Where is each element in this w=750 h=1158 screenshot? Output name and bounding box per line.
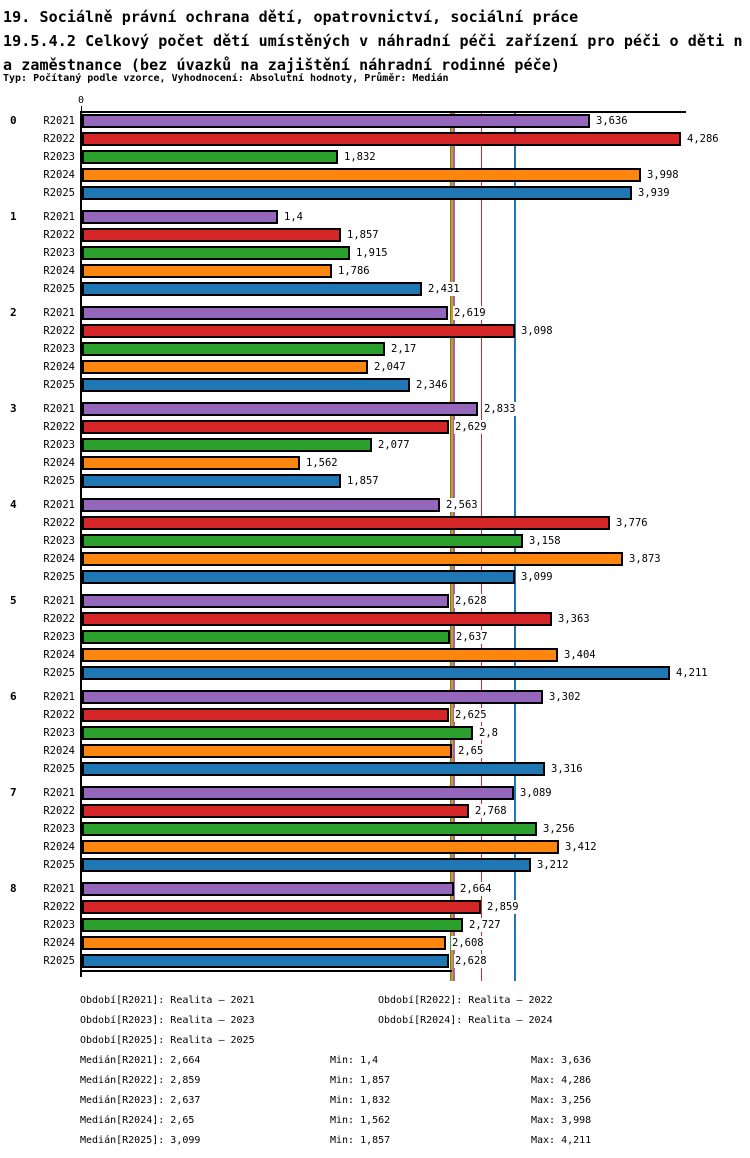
bar-value-label: 3,776 <box>616 517 648 529</box>
series-label-R2025: R2025 <box>43 187 75 199</box>
bar-value-label: 3,873 <box>629 553 661 565</box>
series-label-R2022: R2022 <box>43 229 75 241</box>
bar-R2023-group-3 <box>82 438 372 452</box>
bar-value-label: 2,619 <box>454 307 486 319</box>
bar-R2021-group-2 <box>82 306 448 320</box>
bar-R2022-group-0 <box>82 132 681 146</box>
series-label-R2023: R2023 <box>43 247 75 259</box>
legend-item: Období[R2022]: Realita – 2022 <box>378 995 553 1006</box>
bar-value-label: 3,412 <box>565 841 597 853</box>
max-stat: Max: 3,998 <box>531 1115 592 1126</box>
bar-value-label: 2,65 <box>458 745 484 757</box>
bar-R2024-group-5 <box>82 648 558 662</box>
bar-R2025-group-8 <box>82 954 449 968</box>
series-label-R2021: R2021 <box>43 307 75 319</box>
legend-item: Období[R2021]: Realita – 2021 <box>80 995 255 1006</box>
bar-R2025-group-3 <box>82 474 341 488</box>
bar-R2023-group-2 <box>82 342 385 356</box>
bar-R2025-group-6 <box>82 762 545 776</box>
series-label-R2024: R2024 <box>43 841 75 853</box>
bar-R2023-group-1 <box>82 246 350 260</box>
median-stat: Medián[R2022]: 2,859 <box>80 1075 201 1086</box>
bar-value-label: 3,636 <box>596 115 628 127</box>
series-label-R2024: R2024 <box>43 553 75 565</box>
group-label-3: 3 <box>10 402 17 415</box>
bar-value-label: 2,727 <box>469 919 501 931</box>
x-axis-bottom-line <box>80 970 452 972</box>
series-label-R2024: R2024 <box>43 169 75 181</box>
series-label-R2023: R2023 <box>43 919 75 931</box>
bar-R2024-group-7 <box>82 840 559 854</box>
bar-value-label: 1,915 <box>356 247 388 259</box>
bar-R2023-group-0 <box>82 150 338 164</box>
max-stat: Max: 4,211 <box>531 1135 592 1146</box>
bar-R2021-group-0 <box>82 114 590 128</box>
series-label-R2021: R2021 <box>43 403 75 415</box>
x-axis-line <box>82 111 686 113</box>
bar-value-label: 1,857 <box>347 229 379 241</box>
series-label-R2021: R2021 <box>43 787 75 799</box>
bar-R2025-group-7 <box>82 858 531 872</box>
series-label-R2025: R2025 <box>43 283 75 295</box>
bar-R2022-group-8 <box>82 900 481 914</box>
bar-R2025-group-2 <box>82 378 410 392</box>
series-label-R2022: R2022 <box>43 421 75 433</box>
chart-subtitle: Typ: Počítaný podle vzorce, Vyhodnocení: Absolutní hodnoty, Průměr: Medián <box>3 73 449 84</box>
bar-R2021-group-6 <box>82 690 543 704</box>
bar-value-label: 3,212 <box>537 859 569 871</box>
bar-R2024-group-6 <box>82 744 452 758</box>
bar-R2024-group-0 <box>82 168 641 182</box>
series-label-R2025: R2025 <box>43 763 75 775</box>
bar-R2024-group-1 <box>82 264 332 278</box>
bar-R2024-group-4 <box>82 552 623 566</box>
bar-value-label: 1,832 <box>344 151 376 163</box>
series-label-R2021: R2021 <box>43 691 75 703</box>
group-label-5: 5 <box>10 594 17 607</box>
bar-R2023-group-7 <box>82 822 537 836</box>
bar-R2023-group-5 <box>82 630 450 644</box>
legend-item: Období[R2024]: Realita – 2024 <box>378 1015 553 1026</box>
series-label-R2024: R2024 <box>43 265 75 277</box>
series-label-R2021: R2021 <box>43 115 75 127</box>
series-label-R2023: R2023 <box>43 439 75 451</box>
min-stat: Min: 1,832 <box>330 1095 391 1106</box>
min-stat: Min: 1,857 <box>330 1075 391 1086</box>
page-title-line-2: 19.5.4.2 Celkový počet dětí umístěných v náhradní péči zařízení pro péči o děti n <box>3 32 743 50</box>
bar-R2023-group-8 <box>82 918 463 932</box>
bar-value-label: 4,211 <box>676 667 708 679</box>
series-label-R2022: R2022 <box>43 133 75 145</box>
bar-value-label: 3,316 <box>551 763 583 775</box>
median-stat: Medián[R2023]: 2,637 <box>80 1095 201 1106</box>
bar-R2025-group-5 <box>82 666 670 680</box>
bar-value-label: 3,256 <box>543 823 575 835</box>
bar-R2022-group-5 <box>82 612 552 626</box>
bar-R2022-group-7 <box>82 804 469 818</box>
series-label-R2024: R2024 <box>43 361 75 373</box>
page-title-line-3: a zaměstnance (bez úvazků na zajištění náhradní rodinné péče) <box>3 56 560 74</box>
series-label-R2021: R2021 <box>43 595 75 607</box>
series-label-R2022: R2022 <box>43 517 75 529</box>
bar-value-label: 2,625 <box>455 709 487 721</box>
group-label-8: 8 <box>10 882 17 895</box>
series-label-R2022: R2022 <box>43 901 75 913</box>
bar-value-label: 2,077 <box>378 439 410 451</box>
bar-value-label: 2,047 <box>374 361 406 373</box>
series-label-R2023: R2023 <box>43 823 75 835</box>
y-axis-line <box>80 111 82 977</box>
bar-value-label: 1,857 <box>347 475 379 487</box>
bar-R2022-group-3 <box>82 420 449 434</box>
series-label-R2022: R2022 <box>43 805 75 817</box>
bar-value-label: 3,099 <box>521 571 553 583</box>
bar-R2021-group-7 <box>82 786 514 800</box>
x-axis-zero-label: 0 <box>77 95 85 106</box>
bar-value-label: 2,664 <box>460 883 492 895</box>
group-label-1: 1 <box>10 210 17 223</box>
bar-value-label: 2,17 <box>391 343 417 355</box>
series-label-R2021: R2021 <box>43 883 75 895</box>
bar-value-label: 2,833 <box>484 403 516 415</box>
bar-R2022-group-2 <box>82 324 515 338</box>
bar-R2021-group-4 <box>82 498 440 512</box>
bar-R2025-group-4 <box>82 570 515 584</box>
bar-value-label: 3,098 <box>521 325 553 337</box>
bar-R2025-group-1 <box>82 282 422 296</box>
bar-value-label: 3,363 <box>558 613 590 625</box>
median-stat: Medián[R2021]: 2,664 <box>80 1055 201 1066</box>
bar-value-label: 2,346 <box>416 379 448 391</box>
bar-R2024-group-3 <box>82 456 300 470</box>
bar-R2021-group-8 <box>82 882 454 896</box>
min-stat: Min: 1,562 <box>330 1115 391 1126</box>
series-label-R2025: R2025 <box>43 475 75 487</box>
max-stat: Max: 4,286 <box>531 1075 592 1086</box>
bar-value-label: 3,302 <box>549 691 581 703</box>
series-label-R2024: R2024 <box>43 649 75 661</box>
bar-R2024-group-2 <box>82 360 368 374</box>
bar-R2025-group-0 <box>82 186 632 200</box>
bar-value-label: 2,563 <box>446 499 478 511</box>
group-label-4: 4 <box>10 498 17 511</box>
series-label-R2024: R2024 <box>43 745 75 757</box>
legend-item: Období[R2025]: Realita – 2025 <box>80 1035 255 1046</box>
series-label-R2024: R2024 <box>43 457 75 469</box>
bar-value-label: 1,4 <box>284 211 303 223</box>
group-label-6: 6 <box>10 690 17 703</box>
bar-value-label: 2,628 <box>455 955 487 967</box>
bar-value-label: 2,859 <box>487 901 519 913</box>
legend-item: Období[R2023]: Realita – 2023 <box>80 1015 255 1026</box>
group-label-2: 2 <box>10 306 17 319</box>
series-label-R2025: R2025 <box>43 379 75 391</box>
bar-value-label: 2,431 <box>428 283 460 295</box>
median-stat: Medián[R2025]: 3,099 <box>80 1135 201 1146</box>
page-title-line-1: 19. Sociálně právní ochrana dětí, opatrovnictví, sociální práce <box>3 8 579 26</box>
bar-value-label: 3,939 <box>638 187 670 199</box>
bar-value-label: 3,158 <box>529 535 561 547</box>
bar-value-label: 3,404 <box>564 649 596 661</box>
bar-R2021-group-1 <box>82 210 278 224</box>
median-stat: Medián[R2024]: 2,65 <box>80 1115 195 1126</box>
series-label-R2022: R2022 <box>43 709 75 721</box>
series-label-R2023: R2023 <box>43 535 75 547</box>
bar-R2021-group-3 <box>82 402 478 416</box>
group-label-7: 7 <box>10 786 17 799</box>
bar-value-label: 1,786 <box>338 265 370 277</box>
bar-R2021-group-5 <box>82 594 449 608</box>
series-label-R2022: R2022 <box>43 325 75 337</box>
series-label-R2023: R2023 <box>43 727 75 739</box>
bar-R2023-group-4 <box>82 534 523 548</box>
max-stat: Max: 3,256 <box>531 1095 592 1106</box>
bar-value-label: 2,8 <box>479 727 498 739</box>
min-stat: Min: 1,857 <box>330 1135 391 1146</box>
bar-R2023-group-6 <box>82 726 473 740</box>
series-label-R2025: R2025 <box>43 667 75 679</box>
bar-value-label: 3,998 <box>647 169 679 181</box>
series-label-R2021: R2021 <box>43 499 75 511</box>
bar-value-label: 2,628 <box>455 595 487 607</box>
series-label-R2025: R2025 <box>43 955 75 967</box>
bar-value-label: 4,286 <box>687 133 719 145</box>
series-label-R2023: R2023 <box>43 343 75 355</box>
bar-value-label: 2,608 <box>452 937 484 949</box>
bar-value-label: 2,768 <box>475 805 507 817</box>
series-label-R2023: R2023 <box>43 151 75 163</box>
bar-value-label: 2,637 <box>456 631 488 643</box>
bar-R2022-group-1 <box>82 228 341 242</box>
bar-R2024-group-8 <box>82 936 446 950</box>
bar-R2022-group-6 <box>82 708 449 722</box>
bar-R2022-group-4 <box>82 516 610 530</box>
bar-value-label: 3,089 <box>520 787 552 799</box>
series-label-R2025: R2025 <box>43 859 75 871</box>
min-stat: Min: 1,4 <box>330 1055 379 1066</box>
max-stat: Max: 3,636 <box>531 1055 592 1066</box>
group-label-0: 0 <box>10 114 17 127</box>
bar-value-label: 1,562 <box>306 457 338 469</box>
series-label-R2021: R2021 <box>43 211 75 223</box>
series-label-R2025: R2025 <box>43 571 75 583</box>
series-label-R2022: R2022 <box>43 613 75 625</box>
series-label-R2024: R2024 <box>43 937 75 949</box>
bar-value-label: 2,629 <box>455 421 487 433</box>
series-label-R2023: R2023 <box>43 631 75 643</box>
